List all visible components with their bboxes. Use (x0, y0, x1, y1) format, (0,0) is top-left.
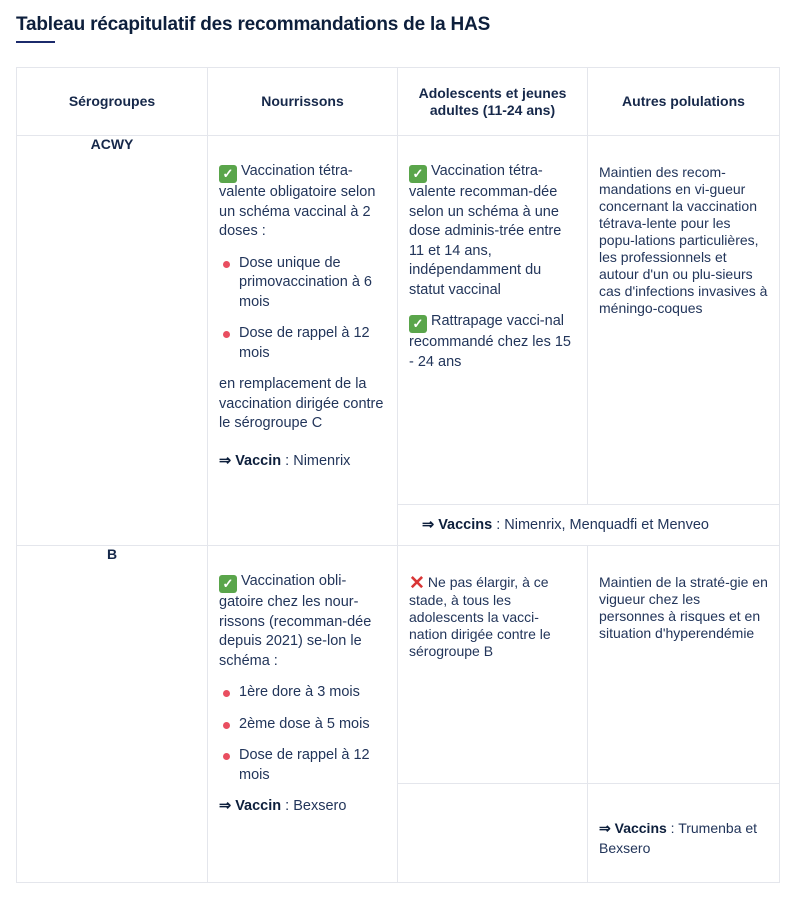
serogroup-b: B (17, 546, 208, 883)
list-item: Dose de rappel à 12 mois (239, 746, 387, 785)
recommendations-table (16, 67, 780, 883)
list-item: 1ère dore à 3 mois (239, 683, 387, 703)
table-row-b (17, 546, 780, 784)
acwy-infants-vaccine-value: : Nimenrix (281, 452, 351, 469)
b-others-vaccine-label: Vaccins (614, 820, 667, 836)
acwy-infants-vaccine-label: Vaccin (235, 452, 282, 469)
header-row (17, 68, 780, 136)
acwy-others-cell (588, 136, 780, 505)
double-arrow-icon: ⇒ (599, 820, 615, 836)
b-infants-vaccine-label: Vaccin (235, 798, 282, 814)
serogroup-acwy: ACWY (17, 136, 208, 546)
double-arrow-icon: ⇒ (219, 452, 236, 469)
b-infants-intro: Vaccination obli-gatoire chez les nour-rissons (recomman-dée depuis 2021) se-lon le schéma : (219, 573, 372, 669)
b-infants-cell (208, 546, 398, 883)
acwy-infants-note: en remplacement de la vaccination dirigée contre le sérogroupe C (219, 376, 384, 431)
title-underline (16, 41, 55, 43)
b-ados-empty-cell (398, 784, 588, 883)
acwy-infants-cell (208, 136, 398, 546)
acwy-ados-cell (398, 136, 588, 505)
acwy-infants-list (219, 254, 387, 364)
check-mark-icon: ✓ (219, 165, 237, 183)
acwy-ados-text1: Vaccination tétra-valente recomman-dée selon un schéma à une dose adminis-trée entre 11 et 14 ans, indépendamment du statut vaccinal (409, 163, 562, 298)
double-arrow-icon: ⇒ (219, 798, 236, 814)
b-ados-text: Ne pas élargir, à ce stade, à tous les adolescents la vacci-nation dirigée contre le sérogroupe B (409, 574, 551, 659)
list-item: Dose unique de primovaccination à 6 mois (239, 254, 387, 313)
check-mark-icon: ✓ (219, 575, 237, 593)
acwy-shared-vaccine-label: Vaccins (438, 517, 493, 533)
check-mark-icon: ✓ (409, 165, 427, 183)
check-mark-icon: ✓ (409, 315, 427, 333)
header-serogroupes: Sérogroupes (17, 68, 208, 136)
table-row-acwy (17, 136, 780, 505)
acwy-others-text: Maintien des recom-mandations en vi-gueur concernant la vaccination tétrava-lente pour les popu-lations particulières, les professionnels et autour d'un ou plu-sieurs cas d'infections invasives à méningo-coques (599, 164, 768, 316)
b-others-vaccines-cell (588, 784, 780, 883)
b-others-vaccine-value: : Trumenba et Bexsero (599, 820, 758, 856)
b-infants-vaccine-value: : Bexsero (281, 798, 347, 814)
double-arrow-icon: ⇒ (422, 517, 439, 533)
header-adolescents: Adolescents et jeunes adultes (11-24 ans) (398, 68, 588, 136)
acwy-infants-intro: Vaccination tétra-valente obligatoire selon un schéma vaccinal à 2 doses : (219, 163, 376, 239)
b-ados-cell (398, 546, 588, 784)
acwy-shared-vaccine-value: : Nimenrix, Menquadfi et Menveo (492, 517, 709, 533)
header-nourrissons: Nourrissons (208, 68, 398, 136)
list-item: Dose de rappel à 12 mois (239, 324, 387, 363)
acwy-ados-text2: Rattrapage vacci-nal recommandé chez les 15 - 24 ans (409, 313, 571, 370)
header-autres: Autres polulations (588, 68, 780, 136)
page-title: Tableau récapitulatif des recommandations de la HAS (16, 14, 491, 35)
b-infants-list (219, 683, 387, 785)
list-item: 2ème dose à 5 mois (239, 715, 387, 735)
b-others-text: Maintien de la straté-gie en vigueur chez les personnes à risques et en situation d'hyperendémie (599, 574, 768, 641)
acwy-shared-vaccines-cell (398, 505, 780, 546)
cross-mark-icon: ✕ (409, 573, 425, 594)
b-others-cell (588, 546, 780, 784)
